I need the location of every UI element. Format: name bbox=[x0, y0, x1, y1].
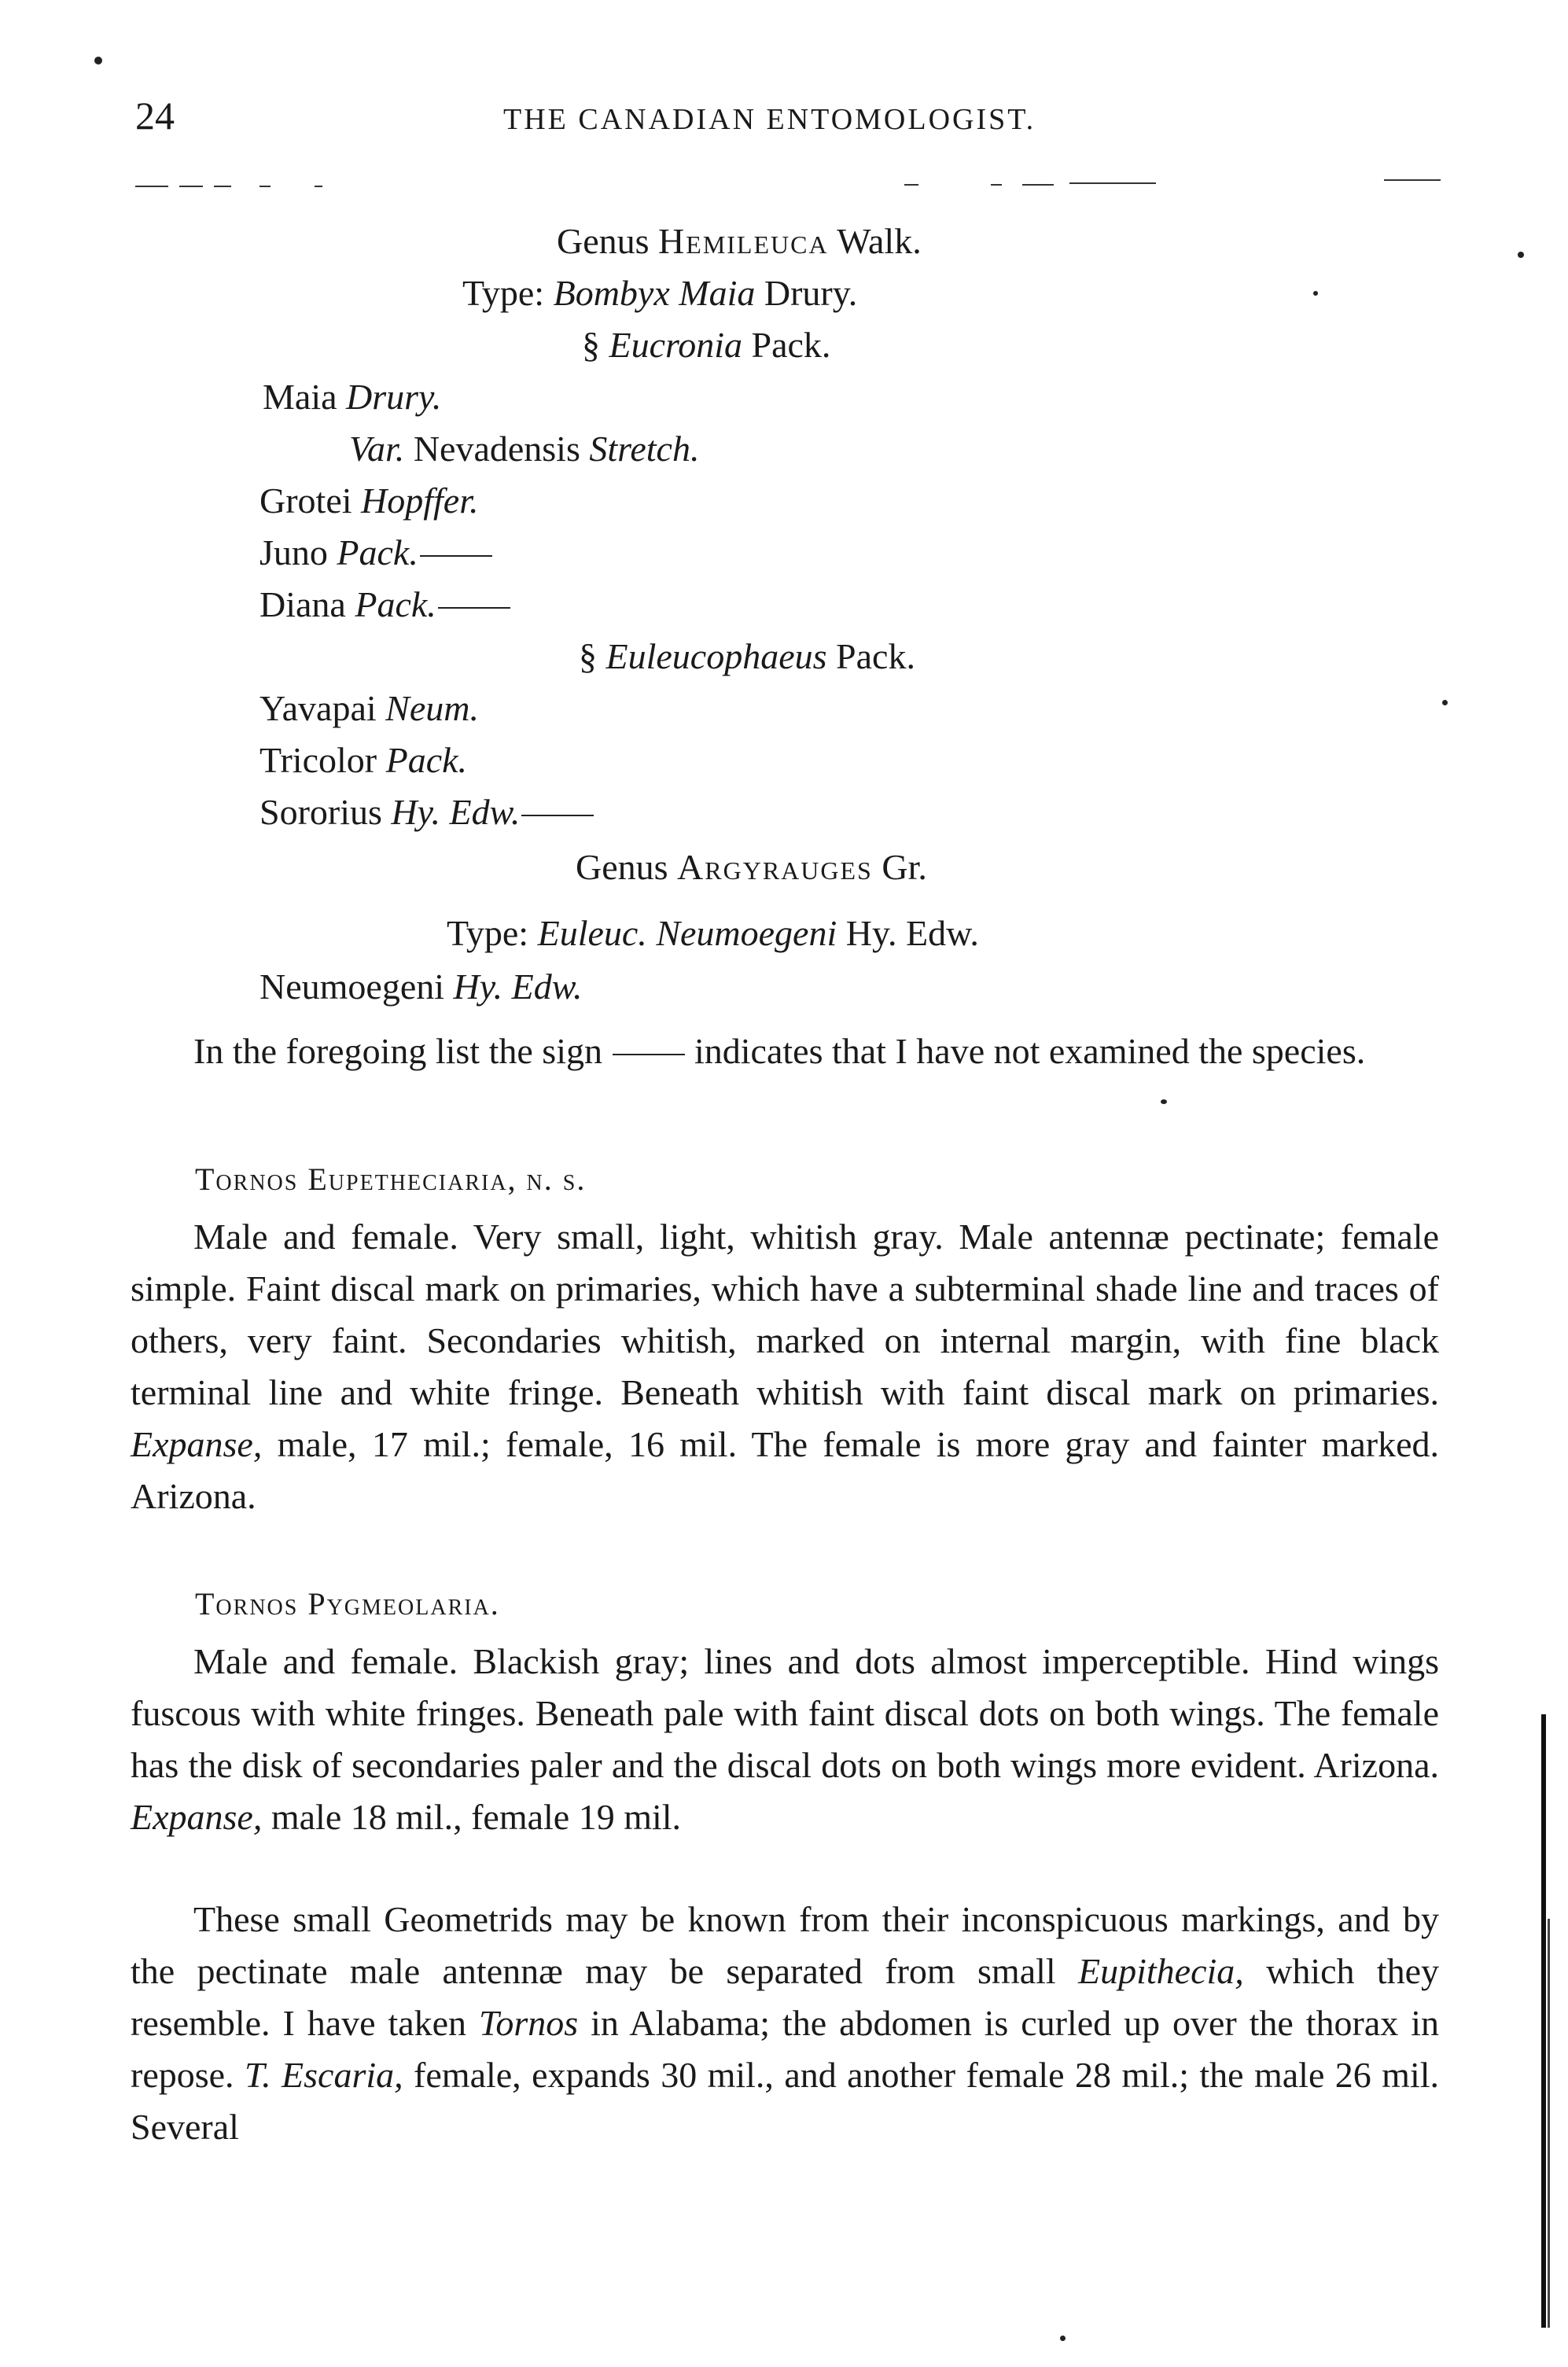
species-juno: Juno Pack. bbox=[259, 532, 492, 573]
scan-speck bbox=[1442, 700, 1448, 705]
header-rule-segment bbox=[991, 184, 1002, 186]
header-rule-segment bbox=[135, 186, 168, 187]
species-grotei: Grotei Hopffer. bbox=[259, 480, 479, 521]
scan-speck bbox=[1060, 2336, 1066, 2341]
header-rule-segment bbox=[904, 184, 918, 186]
species-yavapai: Yavapai Neum. bbox=[259, 688, 479, 728]
species-tricolor: Tricolor Pack. bbox=[259, 740, 468, 780]
closing-paragraph: These small Geometrids may be known from their inconspicuous markings, and by the pectinate male antennæ may be separated from small Eupithecia, which they resemble. I have taken Tornos in Alabama; the abdomen is curled up over the thorax in repose. T. Escaria, female, expands 30 mil., and another female 28 mil.; the male 26 mil. Several bbox=[131, 1899, 1440, 2147]
scan-edge-shadow bbox=[1541, 1714, 1546, 2328]
subgenus-euleucophaeus: § Euleucophaeus Pack. bbox=[579, 636, 915, 676]
note-paragraph: In the foregoing list the sign indicates that I have not examined the species. bbox=[193, 1031, 1366, 1071]
species-description-eupetheciaria: Male and female. Very small, light, whitish gray. Male antennæ pectinate; female simple. Faint discal mark on primaries, which have a subterminal shade line and traces of others, very faint. Secondaries whitish, marked on internal margin, with fine black terminal line and white fringe. Beneath whitish with faint discal mark on primaries. Expanse, male, 17 mil.; female, 16 mil. The female is more gray and fainter marked. Arizona. bbox=[131, 1217, 1439, 1516]
not-examined-dash bbox=[438, 607, 510, 609]
scan-speck bbox=[1161, 1099, 1167, 1104]
species-diana: Diana Pack. bbox=[259, 583, 510, 625]
scan-edge-shadow bbox=[1548, 1919, 1550, 2328]
running-title: THE CANADIAN ENTOMOLOGIST. bbox=[503, 103, 1036, 136]
header-rule-segment bbox=[1069, 182, 1156, 184]
species-heading-eupetheciaria: Tornos Eupetheciaria, n. s. bbox=[195, 1161, 587, 1197]
scan-speck bbox=[94, 57, 102, 64]
page-number: 24 bbox=[135, 94, 175, 138]
scan-speck bbox=[1518, 252, 1524, 258]
species-heading-pygmeolaria: Tornos Pygmeolaria. bbox=[195, 1586, 500, 1622]
not-examined-dash bbox=[420, 555, 492, 557]
header-rule-segment bbox=[214, 186, 231, 187]
variety-nevadensis: Var. Nevadensis Stretch. bbox=[349, 429, 700, 469]
header-rule-segment bbox=[179, 186, 203, 187]
species-description-pygmeolaria: Male and female. Blackish gray; lines and dots almost imperceptible. Hind wings fuscous with white fringes. Beneath pale with faint discal dots on both wings. The female has the disk of secondaries paler and the discal dots on both wings more evident. Arizona. Expanse, male 18 mil., female 19 mil. bbox=[131, 1641, 1439, 1837]
genus-heading-argyrauges: Genus Argyrauges Gr. bbox=[576, 847, 927, 887]
header-rule-segment bbox=[259, 186, 271, 187]
subgenus-eucronia: § Eucronia Pack. bbox=[582, 325, 831, 365]
dash-sign bbox=[613, 1054, 685, 1055]
header-rule-segment bbox=[1022, 184, 1054, 186]
scan-speck bbox=[1313, 291, 1318, 296]
header-rule-segment bbox=[1384, 179, 1441, 181]
type-line-hemileuca: Type: Bombyx Maia Drury. bbox=[462, 273, 858, 313]
header-rule-segment bbox=[315, 186, 322, 187]
type-line-argyrauges: Type: Euleuc. Neumoegeni Hy. Edw. bbox=[447, 913, 979, 953]
not-examined-dash bbox=[521, 815, 594, 816]
species-neumoegeni: Neumoegeni Hy. Edw. bbox=[259, 966, 583, 1007]
species-maia: Maia Drury. bbox=[263, 377, 442, 417]
species-sororius: Sororius Hy. Edw. bbox=[259, 791, 594, 833]
genus-heading-hemileuca: Genus Hemileuca Walk. bbox=[557, 221, 922, 261]
